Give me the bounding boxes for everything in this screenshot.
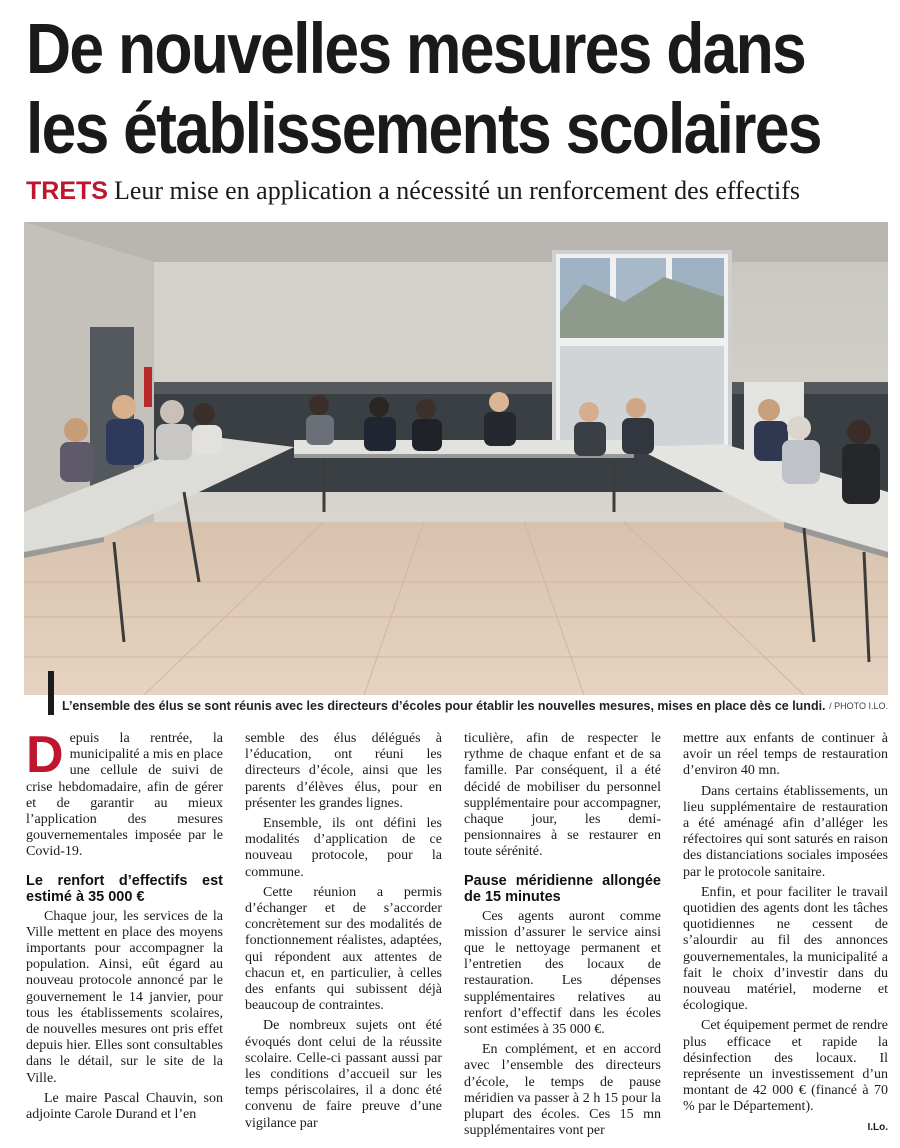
photo-credit: / PHOTO I.LO.: [829, 701, 888, 711]
paragraph: Enfin, et pour faciliter le travail quotidien des agents dont les tâches quotidiennes ne cessent de s’alourdir au fil des annonces gouvernementales, la municipalité a fait le choix d’investir dans du nouveau matériel, moderne et écologique.: [683, 884, 888, 1014]
caption-bar: [48, 671, 54, 715]
paragraph: Depuis la rentrée, la municipalité a mis en place une cellule de suivi de crise hebdomadaire, afin de gérer et de garantir au mieux l’application des mesures gouvernementales imposée par le Covid-19.: [26, 726, 223, 860]
paragraph: Cette réunion a permis d’échanger et de s’accorder concrètement sur des modalités de fonctionnement réalistes, adaptées, qui répondent aux attentes de chacun et, en particulier, à celles des enfants qui subissent déjà beaucoup de contraintes.: [245, 884, 442, 1014]
paragraph: Chaque jour, les services de la Ville mettent en place des moyens importants pour accompagner la population. Ainsi, eût égard au nouveau protocole annoncé par le gouvernement le 14 janvier, pour tous les établissements scolaires, de nouvelles mesures ont pris effet depuis hier. Elles sont consultables dans le détail, sur le site de la Ville.: [26, 908, 223, 1086]
paragraph: Le maire Pascal Chauvin, son adjointe Carole Durand et l’en: [26, 1090, 223, 1123]
paragraph: semble des élus délégués à l’éducation, ont réuni les directeurs d’école, ainsi que les parents d’élèves élus, pour en présenter les grandes lignes.: [245, 731, 442, 811]
headline-line-1: De nouvelles mesures dans: [26, 10, 806, 89]
paragraph: mettre aux enfants de continuer à avoir un réel temps de restauration d’environ 40 mn.: [683, 731, 888, 779]
article-column-3: [464, 731, 661, 1143]
article-column-1: [26, 726, 223, 1127]
paragraph: Ensemble, ils ont défini les modalités d’application de ce nouveau protocole, pour la commune.: [245, 816, 442, 880]
headline: [26, 10, 821, 170]
kicker-text: Leur mise en application a nécessité un renforcement des effectifs: [113, 176, 801, 205]
article-column-4: [683, 731, 888, 1136]
paragraph: ticulière, afin de respecter le rythme de chaque enfant et de sa famille. Par conséquent, il a été décidé de mobiliser du personnel supplémentaire pour accompagner, chaque jour, les demi-pensionnaires à se restaurer en toute sérénité.: [464, 731, 661, 860]
subheading: Pause méridienne allongée de 15 minutes: [464, 872, 661, 905]
kicker: [26, 176, 800, 206]
meeting-photo: [24, 222, 888, 695]
paragraph: Cet équipement permet de rendre plus efficace et rapide la désinfection des locaux. Il représente un investissement d’un montant de 42 000 € (financé à 70 % par le Département).: [683, 1018, 888, 1115]
paragraph: Ces agents auront comme mission d’assurer le service ainsi que le nettoyage permanent et l’entretien des locaux de restauration. Les dépenses supplémentaires relatives au renfort d’effectif dans les écoles sont estimées à 35 000 €.: [464, 908, 661, 1038]
article-column-2: [245, 731, 442, 1136]
location-tag: TRETS: [26, 177, 108, 205]
headline-line-2: les établissements scolaires: [26, 90, 821, 169]
subheading: Le renfort d’effectifs est estimé à 35 000 €: [26, 872, 223, 905]
paragraph: En complément, et en accord avec l’ensemble des directeurs d’école, le temps de pause méridien va passer à 2 h 15 pour la plupart des écoles. Ces 15 mn supplémentaires vont per: [464, 1042, 661, 1139]
photo-caption: [48, 699, 888, 717]
author-signature: I.Lo.: [867, 1121, 888, 1133]
drop-cap: D: [26, 726, 64, 784]
meeting-room-illustration: [24, 222, 888, 695]
paragraph: Dans certains établissements, un lieu supplémentaire de restauration a été aménagé afin d’alléger les réfectoires qui sont saturés en raison des distanciations sociales imposées par le protocole sanitaire.: [683, 783, 888, 880]
paragraph: De nombreux sujets ont été évoqués dont celui de la réussite scolaire. Celle-ci passant aussi par les conditions d’accueil sur les temps périscolaires, il a donc été convenu de faire preuve d’une vigilance par: [245, 1018, 442, 1131]
caption-text: L’ensemble des élus se sont réunis avec les directeurs d’écoles pour établir les nouvelles mesures, mises en place dès ce lundi.: [62, 699, 826, 713]
